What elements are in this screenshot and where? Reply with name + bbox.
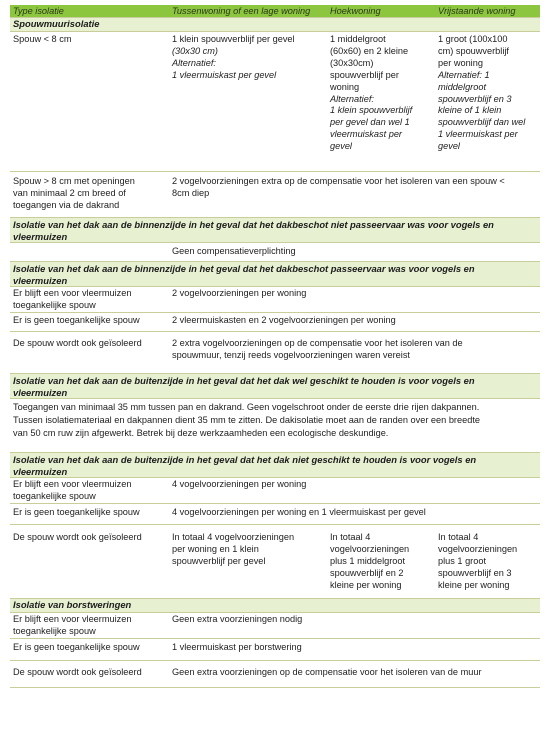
cell-vrijstaande: In totaal 4 vogelvoorzieningen plus 1 groot spouwverblijf en 3 kleine per woning — [438, 532, 518, 590]
cell-all-types: Geen extra voorzieningen nodig — [172, 614, 303, 624]
header-type-isolatie: Type isolatie — [13, 6, 64, 16]
cell-all-types: 2 vogelvoorzieningen extra op de compensatie voor het isoleren van een spouw < 8cm diep — [172, 176, 505, 198]
section-title-borstweringen: Isolatie van borstweringen — [10, 599, 540, 613]
row-type-label: Er is geen toegankelijke spouw — [13, 642, 140, 652]
table-row — [10, 399, 540, 453]
section-title-dak-buitenzijde-niet-geschikt: Isolatie van het dak aan de buitenzijde in het geval dat het dak niet geschikt te houden is voor vogels en vleermuizen — [10, 453, 540, 478]
row-type-label: De spouw wordt ook geïsoleerd — [13, 338, 142, 348]
cell-all-types: 4 vogelvoorzieningen per woning — [172, 479, 307, 489]
row-type-label: Er blijft een voor vleermuizen toegankelijke spouw — [13, 288, 132, 310]
row-type-label: Er is geen toegankelijke spouw — [13, 315, 140, 325]
row-type-label: De spouw wordt ook geïsoleerd — [13, 532, 142, 542]
cell-hoekwoning: In totaal 4 vogelvoorzieningen plus 1 middelgroot spouwverblijf en 2 kleine per woning — [330, 532, 410, 590]
cell-tussenwoning: 1 klein spouwverblijf per gevel (30x30 cm) Alternatief: 1 vleermuiskast per gevel — [172, 34, 295, 80]
table-row — [10, 287, 540, 313]
section-title-dak-binnenzijde-niet-passeerbaar: Isolatie van het dak aan de binnenzijde in het geval dat het dakbeschot niet passeervaar was voor vogels en vleermuizen — [10, 218, 540, 243]
table-row — [10, 478, 540, 504]
header-vrijstaande-woning: Vrijstaande woning — [438, 6, 516, 16]
table-row — [10, 661, 540, 688]
cell-all-types: Geen compensatieverplichting — [172, 246, 296, 256]
cell-hoekwoning: 1 middelgroot (60x60) en 2 kleine (30x30cm) spouwverblijf per woning Alternatief: 1 klein spouwverblijf per gevel dan wel 1 vleermuiskast per gevel — [330, 34, 413, 152]
table-row — [10, 525, 540, 599]
section-title-dak-buitenzijde-geschikt: Isolatie van het dak aan de buitenzijde in het geval dat het dak wel geschikt te houden is voor vogels en vleermuizen — [10, 374, 540, 399]
isolation-table — [10, 5, 540, 688]
row-type-label: De spouw wordt ook geïsoleerd — [13, 667, 142, 677]
table-row — [10, 243, 540, 262]
cell-full-width-text: Toegangen van minimaal 35 mm tussen pan en dakrand. Geen vogelschroot onder de eerste drie rijen dakpannen. Tussen isolatiemateriaal en dakpannen dient 35 mm te zitten. De dakisolatie moet aan de randen over een breedte van 50 cm ruw zijn afgewerkt. Betrek bij deze werkzaamheden een ecologische deskundige. — [13, 402, 480, 438]
cell-all-types: 2 vogelvoorzieningen per woning — [172, 288, 307, 298]
header-tussenwoning: Tussenwoning of een lage woning — [172, 6, 311, 16]
row-type-label: Er is geen toegankelijke spouw — [13, 507, 140, 517]
cell-tussenwoning: In totaal 4 vogelvoorzieningen per woning en 1 klein spouwverblijf per gevel — [172, 532, 295, 566]
cell-all-types: 2 extra vogelvoorzieningen op de compensatie voor het isoleren van de spouwmuur, tenzij reeds vogelvoorzieningen waren vereist — [172, 338, 463, 360]
table-row — [10, 32, 540, 172]
table-row — [10, 613, 540, 639]
section-title-dak-binnenzijde-passeerbaar: Isolatie van het dak aan de binnenzijde in het geval dat het dakbeschot passeervaar was voor vogels en vleermuizen — [10, 262, 540, 287]
cell-vrijstaande: 1 groot (100x100 cm) spouwverblijf per woning Alternatief: 1 middelgroot spouwverblijf en 3 kleine of 1 klein spouwverblijf dan wel 1 vleermuiskast per gevel — [438, 34, 526, 152]
row-type-label: Spouw > 8 cm met openingen van minimaal 2 cm breed of toegangen via de dakrand — [13, 176, 135, 210]
table-header-row — [10, 5, 540, 18]
row-type-label: Er blijft een voor vleermuizen toegankelijke spouw — [13, 614, 132, 636]
table-row — [10, 172, 540, 218]
cell-all-types: 2 vleermuiskasten en 2 vogelvoorzieningen per woning — [172, 315, 396, 325]
row-type-label: Er blijft een voor vleermuizen toegankelijke spouw — [13, 479, 132, 501]
header-hoekwoning: Hoekwoning — [330, 6, 381, 16]
row-type-label: Spouw < 8 cm — [13, 34, 72, 44]
table-row — [10, 504, 540, 525]
table-row — [10, 313, 540, 332]
table-row — [10, 639, 540, 661]
section-title-spouwmuurisolatie: Spouwmuurisolatie — [10, 18, 540, 32]
cell-all-types: 4 vogelvoorzieningen per woning en 1 vleermuiskast per gevel — [172, 507, 426, 517]
cell-all-types: Geen extra voorzieningen op de compensatie voor het isoleren van de muur — [172, 667, 482, 677]
cell-all-types: 1 vleermuiskast per borstwering — [172, 642, 302, 652]
table-row — [10, 332, 540, 374]
